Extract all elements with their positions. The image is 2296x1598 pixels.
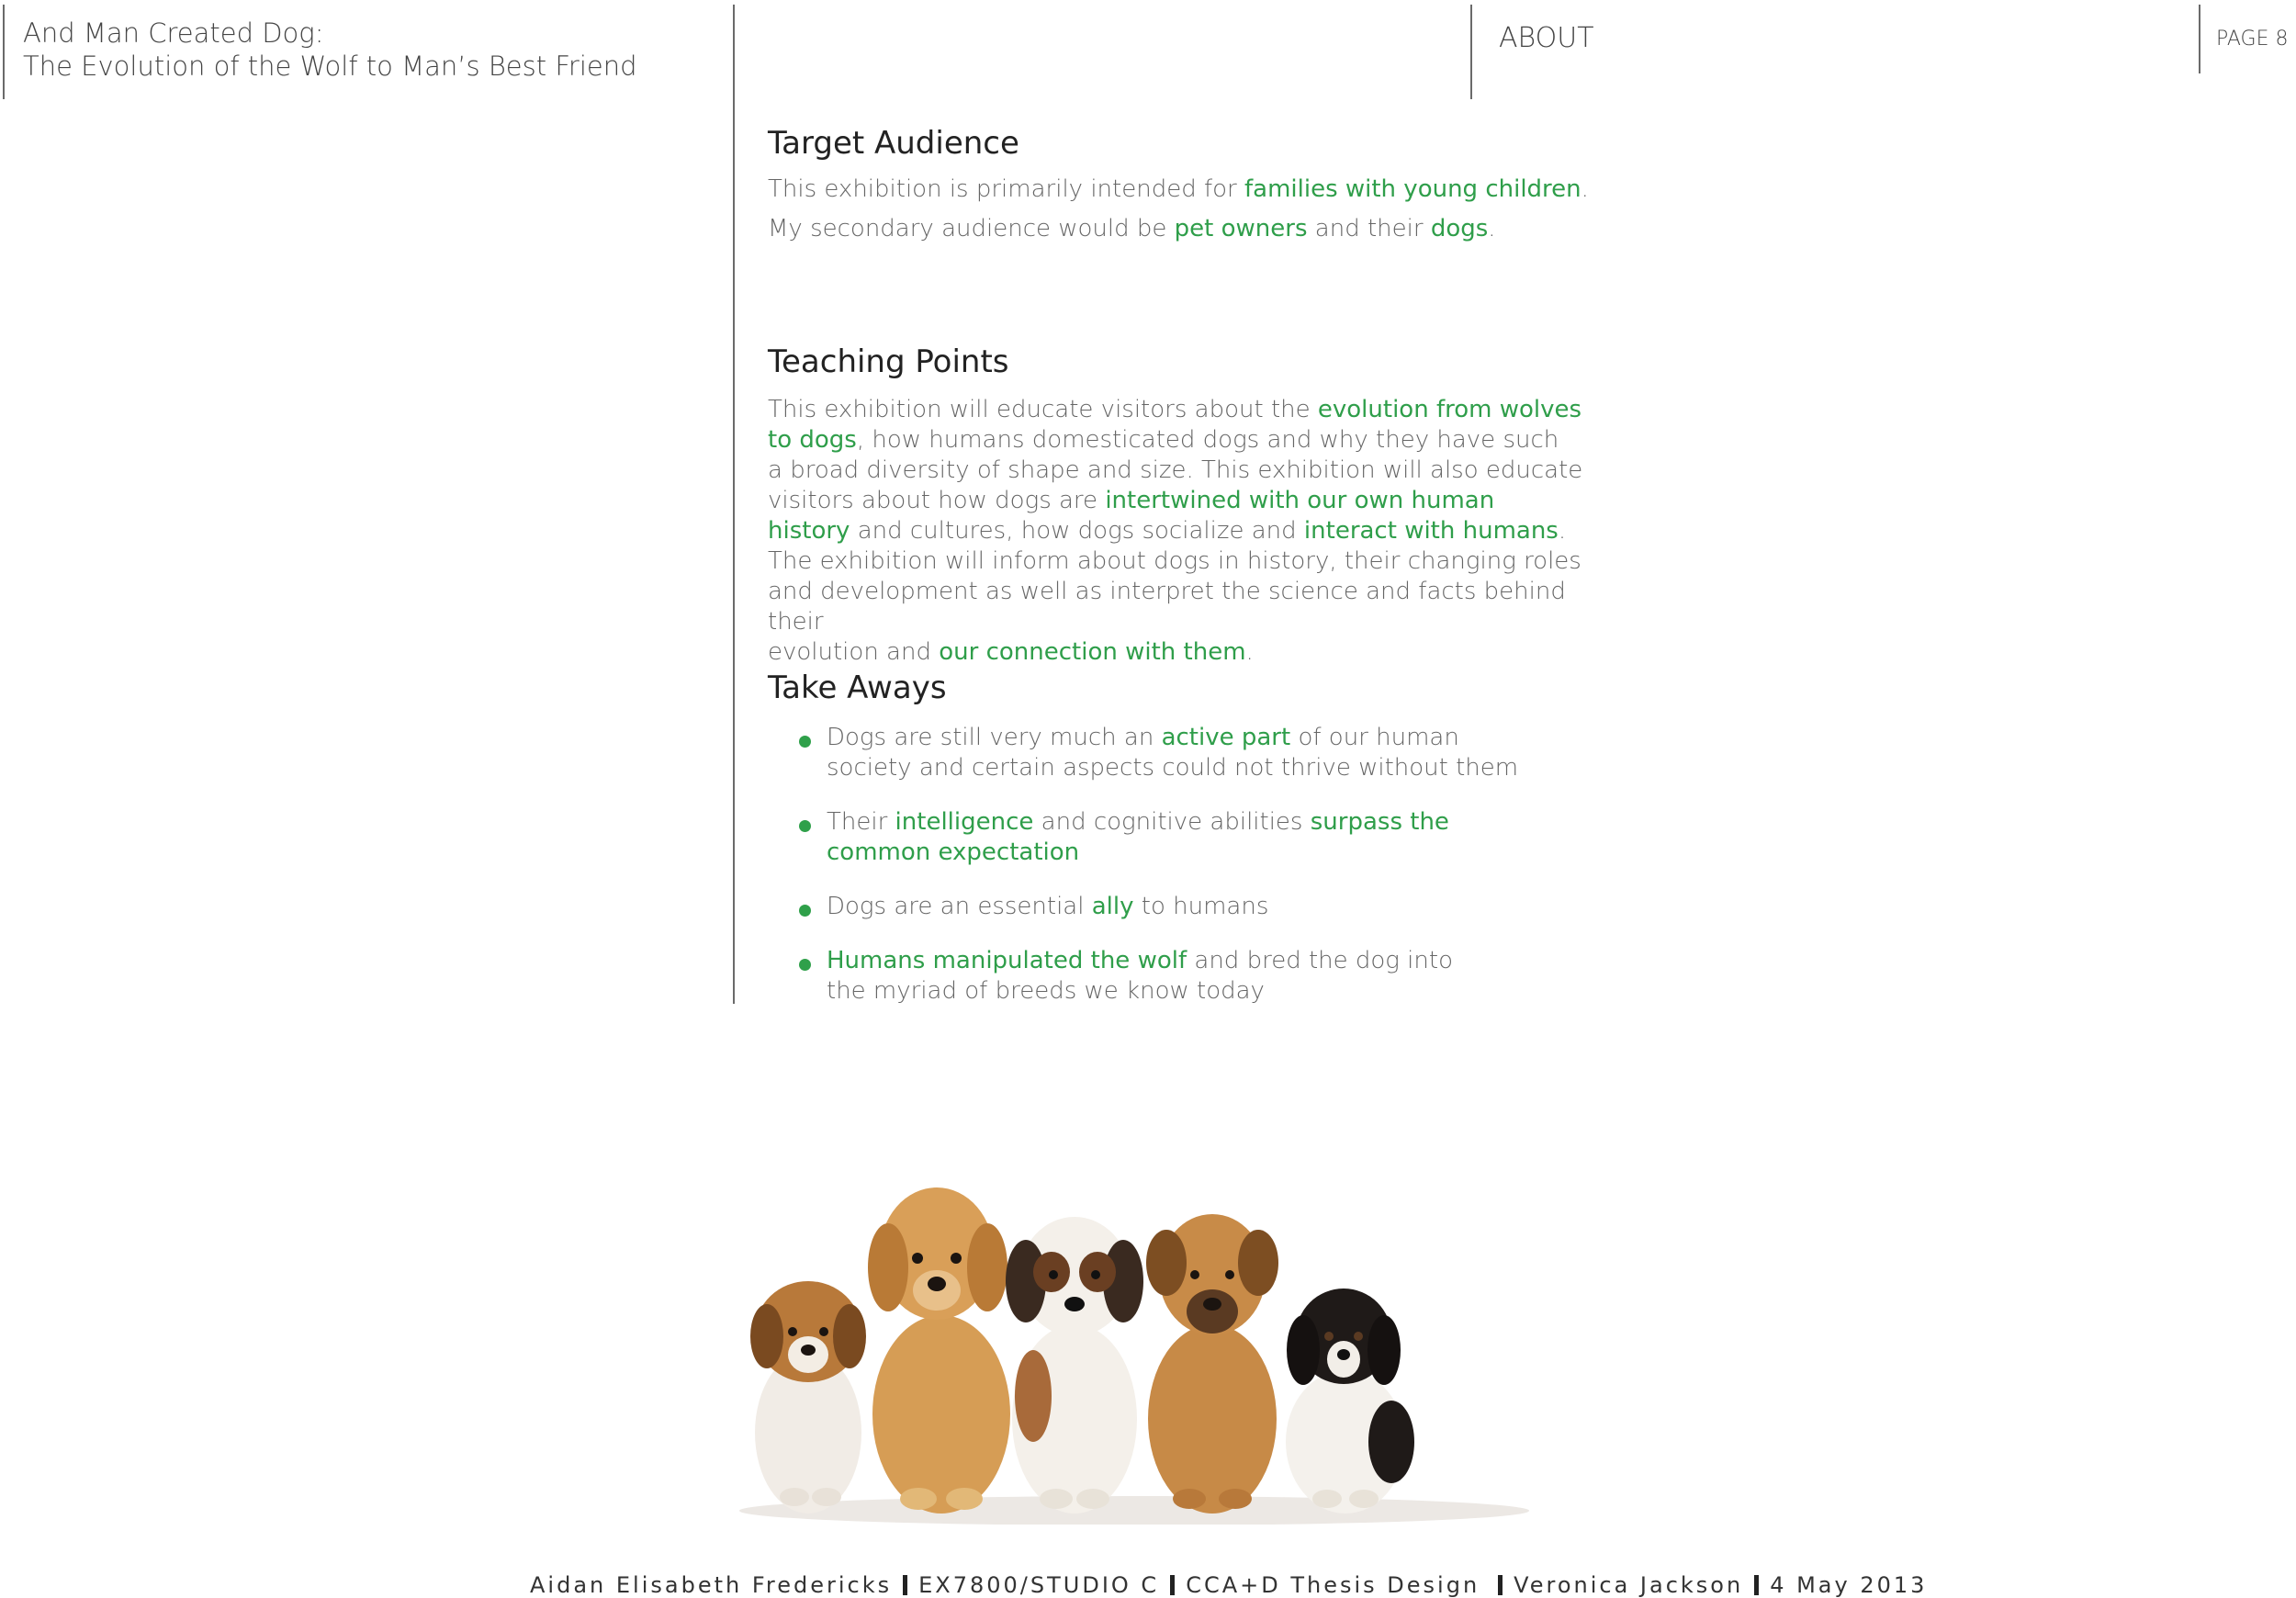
body-text: a broad diversity of shape and size. This exhibition will also educate [768,456,1583,484]
body-text: the myriad of breeds we know today [827,977,1265,1005]
body-text: . [1558,517,1567,545]
bullet-dot-icon [799,905,811,917]
teaching-points-heading: Teaching Points [768,343,1009,380]
take-away-line [827,807,1594,838]
body-text: This exhibition will educate visitors about the [768,396,1318,423]
highlight-text: ally [1091,893,1134,920]
body-text: and their [1307,215,1431,242]
document-title [23,17,637,83]
teaching-points-line [768,425,1594,456]
body-text: . [1245,638,1254,666]
highlight-text: history [768,517,850,545]
body-text: society and certain aspects could not thrive without them [827,754,1519,782]
teaching-points-line [768,486,1594,516]
take-away-item [827,807,1594,868]
footer-advisor: Veronica Jackson [1514,1572,1744,1598]
body-text: evolution and [768,638,940,666]
take-away-item [827,723,1594,783]
take-aways-list [827,723,1594,1007]
highlight-text: evolution from wolves [1317,396,1582,423]
puppy-1 [750,1281,866,1514]
document-title-line2: The Evolution of the Wolf to Man’s Best Friend [23,51,637,82]
teaching-points-paragraph [768,395,1594,668]
highlight-text: active part [1161,724,1291,751]
body-text: This exhibition is primarily intended for [768,175,1244,203]
target-audience-line1 [768,174,1594,205]
body-text: Dogs are an essential [827,893,1092,920]
teaching-points-line [768,395,1594,425]
highlight-text: surpass the [1310,808,1449,836]
body-text: and bred the dog into [1187,947,1453,974]
take-away-line [827,946,1594,976]
section-label: ABOUT [1499,22,1594,54]
footer-separator [903,1575,907,1595]
puppy-2 [868,1187,1010,1514]
teaching-points-line [768,546,1594,577]
header-left-rule [3,5,5,99]
highlight-text: to dogs [768,426,857,454]
take-aways-section [768,670,1594,1007]
footer-date: 4 May 2013 [1770,1572,1928,1598]
highlight-text: dogs [1430,215,1489,242]
take-aways-heading: Take Aways [768,670,947,706]
body-text: . [1488,215,1496,242]
main-column-rule [733,5,735,1004]
puppy-4 [1146,1214,1278,1514]
bullet-dot-icon [799,736,811,748]
body-text: of our human [1290,724,1459,751]
puppy-3 [1006,1217,1143,1514]
target-audience-line2 [768,214,1594,244]
take-away-item [827,892,1594,922]
section-rule [1470,5,1472,99]
target-audience-section [768,125,1594,244]
highlight-text: intertwined with our own human [1105,487,1495,514]
highlight-text: common expectation [827,838,1080,866]
footer-course: EX7800/STUDIO C [918,1572,1160,1598]
highlight-text: our connection with them [939,638,1246,666]
document-title-line1: And Man Created Dog: [23,17,324,49]
body-text: and development as well as interpret the science and facts behind their [768,578,1566,636]
body-text: visitors about how dogs are [768,487,1106,514]
take-away-line [827,723,1594,753]
page-number: PAGE 8 [2216,28,2289,51]
page-rule [2199,5,2200,73]
footer-author: Aidan Elisabeth Fredericks [530,1572,893,1598]
footer-separator [1498,1575,1503,1595]
take-away-line [827,753,1594,783]
teaching-points-line [768,516,1594,546]
highlight-text: intelligence [895,808,1034,836]
take-away-line [827,976,1594,1007]
take-away-line [827,838,1594,868]
puppies-illustration [730,1166,1538,1525]
bullet-dot-icon [799,959,811,971]
body-text: and cognitive abilities [1033,808,1311,836]
take-away-line [827,892,1594,922]
take-away-item [827,946,1594,1007]
body-text: and cultures, how dogs socialize and [850,517,1304,545]
body-text: The exhibition will inform about dogs in history, their changing roles [768,547,1581,575]
body-text: Their [827,808,895,836]
teaching-points-line [768,456,1594,486]
highlight-text: families with young children [1244,175,1581,203]
body-text: to humans [1133,893,1269,920]
body-text: Dogs are still very much an [827,724,1162,751]
target-audience-heading: Target Audience [768,125,1019,162]
body-text: , how humans domesticated dogs and why they have such [856,426,1559,454]
highlight-text: interact with humans [1303,517,1559,545]
highlight-text: pet owners [1174,215,1308,242]
footer-separator [1754,1575,1759,1595]
puppies-photo [730,1166,1538,1525]
body-text: My secondary audience would be [768,215,1175,242]
footer-program: CCA+D Thesis Design [1186,1572,1480,1598]
teaching-points-section [768,343,1594,668]
body-text: . [1581,175,1589,203]
highlight-text: Humans manipulated the wolf [827,947,1187,974]
footer-separator [1170,1575,1175,1595]
teaching-points-line [768,577,1594,637]
teaching-points-line [768,637,1594,668]
puppy-5 [1286,1289,1414,1514]
bullet-dot-icon [799,820,811,832]
